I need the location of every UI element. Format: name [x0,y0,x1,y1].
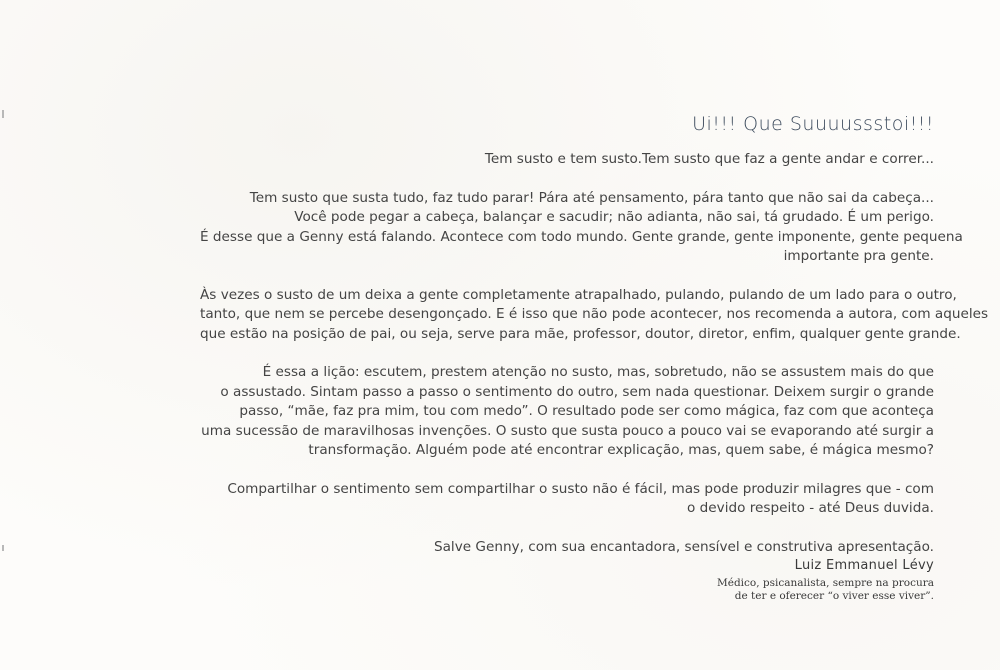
text-line: importante pra gente. [783,248,934,264]
paragraph [200,189,963,267]
body-text [200,150,989,557]
text-line: que estão na posição de pai, ou seja, serve para mãe, professor, doutor, diretor, enfim, qualquer gente grande. [200,325,961,342]
paragraph [200,363,934,461]
page-title: Ui!!! Que Suuuussstoi!!! [692,113,934,135]
text-line: uma sucessão de maravilhosas invenções. O susto que susta pouco a pouco vai se evaporando até surgir a [201,422,934,439]
text-line: passo, “mãe, faz pra mim, tou com medo”. O resultado pode ser como mágica, faz com que aconteça [239,403,934,419]
paragraph [200,286,989,345]
text-line: Salve Genny, com sua encantadora, sensível e construtiva apresentação. [433,538,934,555]
signature-description-line: Médico, psicanalista, sempre na procura [716,577,934,589]
text-line: É desse que a Genny está falando. Acontece com todo mundo. Gente grande, gente imponente, gente pequena [200,228,963,245]
page-edge-mark [2,110,4,118]
paragraph [200,538,934,558]
text-line: Compartilhar o sentimento sem compartilhar o susto não é fácil, mas pode produzir milagres que - com [227,480,934,497]
text-line: É essa a lição: escutem, prestem atenção no susto, mas, sobretudo, não se assustem mais do que [262,364,934,380]
text-line: tanto, que nem se percebe desengonçado. E é isso que não pode acontecer, nos recomenda a autora, com aqueles [200,306,989,322]
text-line: Tem susto que susta tudo, faz tudo parar! Pára até pensamento, pára tanto que não sai da cabeça... [249,189,934,206]
text-line: transformação. Alguém pode até encontrar explicação, mas, quem sabe, é mágica mesmo? [308,442,934,458]
signature-description-line: de ter e oferecer “o viver esse viver”. [734,590,934,602]
signature-name: Luiz Emmanuel Lévy [794,558,934,573]
paragraph [200,480,934,519]
paragraph [200,150,934,170]
signature-block [717,558,934,603]
text-line: Tem susto e tem susto.Tem susto que faz a gente andar e correr... [484,151,934,167]
page-edge-mark [2,545,4,551]
text-line: Às vezes o susto de um deixa a gente completamente atrapalhado, pulando, pulando de um lado para o outro, [200,286,957,303]
text-line: Você pode pegar a cabeça, balançar e sacudir; não adianta, não sai, tá grudado. É um perigo. [294,209,934,225]
text-line: o assustado. Sintam passo a passo o sentimento do outro, sem nada questionar. Deixem surgir o grande [220,383,934,400]
text-line: o devido respeito - até Deus duvida. [687,500,934,516]
